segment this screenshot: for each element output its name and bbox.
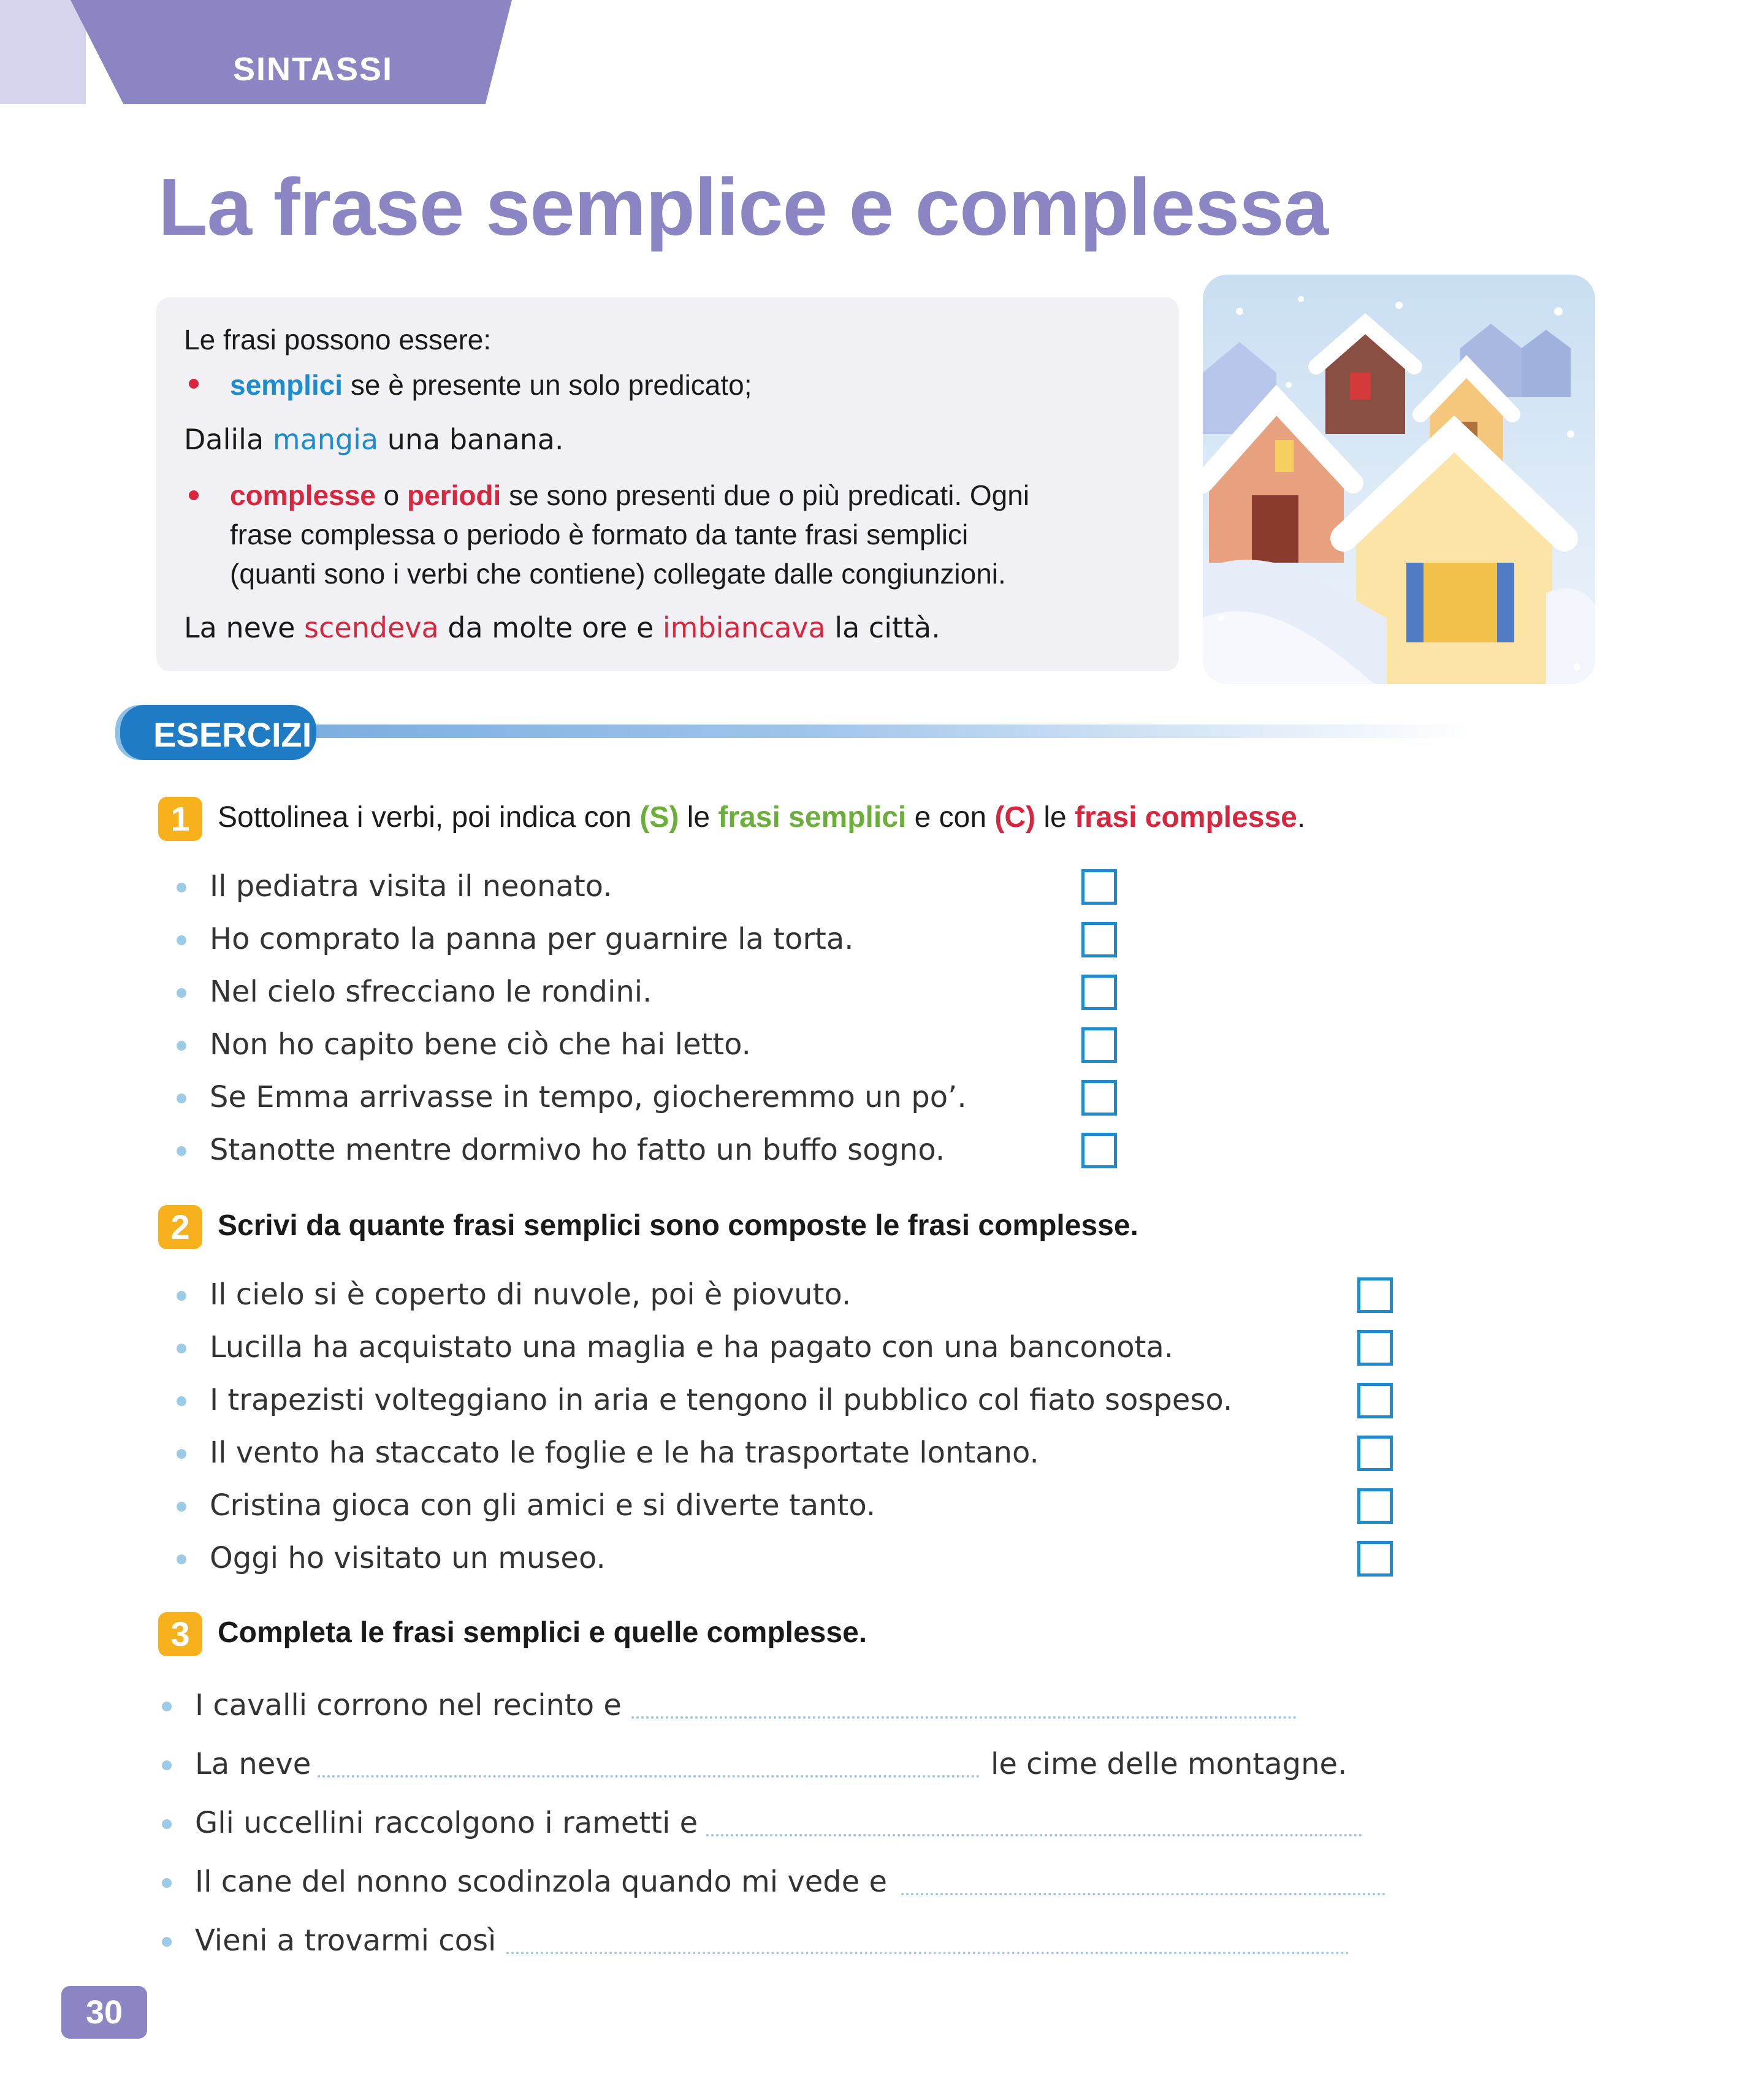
bullet: [162, 1760, 172, 1770]
instruction-text: e con: [906, 801, 995, 834]
example-verb: imbiancava: [662, 611, 826, 644]
answer-box[interactable]: [1357, 1488, 1393, 1524]
answer-box[interactable]: [1081, 1080, 1117, 1116]
example-text: da molte ore e: [438, 611, 663, 644]
bullet: [177, 935, 186, 945]
exercise-number-2: 2: [158, 1205, 202, 1249]
exercise-1-item: Ho comprato la panna per guarnire la torta.: [210, 922, 854, 956]
exercise-number-3: 3: [158, 1612, 202, 1656]
instruction-text: .: [1297, 801, 1306, 834]
bullet: [177, 1344, 186, 1353]
exercise-3-item-after: le cime delle montagne.: [991, 1747, 1347, 1781]
answer-box[interactable]: [1081, 1027, 1117, 1063]
bullet: [162, 1878, 172, 1888]
fill-in-line[interactable]: [706, 1834, 1362, 1836]
snowy-village-illustration: [1203, 275, 1595, 684]
exercise-2-item: Cristina gioca con gli amici e si diverte tanto.: [210, 1488, 876, 1523]
answer-box[interactable]: [1357, 1383, 1393, 1418]
header-tab-accent: [0, 0, 86, 104]
exercise-2-instruction: Scrivi da quante frasi semplici sono composte le frasi complesse.: [218, 1209, 1138, 1242]
fill-in-line[interactable]: [318, 1775, 980, 1778]
theory-text: o: [375, 479, 407, 511]
theory-simple-rest: se è presente un solo predicato;: [343, 369, 752, 401]
term-semplici: semplici: [230, 369, 343, 401]
example-text: la città.: [825, 611, 940, 644]
exercise-1-item: Se Emma arrivasse in tempo, giocheremmo un po’.: [210, 1080, 967, 1114]
bullet: [177, 988, 186, 998]
theory-intro: Le frasi possono essere:: [184, 324, 492, 356]
fill-in-line[interactable]: [631, 1716, 1297, 1719]
bullet: [177, 1449, 186, 1459]
answer-box[interactable]: [1357, 1541, 1393, 1577]
exercise-1-item: Nel cielo sfrecciano le rondini.: [210, 975, 652, 1009]
example-verb: mangia: [272, 423, 379, 456]
exercise-3-instruction: Completa le frasi semplici e quelle complesse.: [218, 1616, 867, 1649]
exercise-3-item: Gli uccellini raccolgono i rametti e: [195, 1806, 698, 1840]
simple-example: [184, 423, 564, 456]
page-number: 30: [61, 1986, 147, 2039]
bullet: [162, 1937, 172, 1947]
exercise-1-instruction: [218, 801, 1305, 834]
example-text: una banana.: [378, 423, 564, 456]
exercise-1-item: Non ho capito bene ciò che hai letto.: [210, 1027, 751, 1062]
exercise-number-1: 1: [158, 797, 202, 841]
label-s: (S): [639, 801, 679, 834]
instruction-text: le: [679, 801, 718, 834]
bullet: [177, 1041, 186, 1051]
label-c: (C): [994, 801, 1035, 834]
bullet: [177, 1146, 186, 1156]
exercise-2-item: Lucilla ha acquistato una maglia e ha pagato con una banconota.: [210, 1330, 1174, 1364]
instruction-text: le: [1035, 801, 1075, 834]
bullet: [177, 1291, 186, 1301]
exercise-3-item: I cavalli corrono nel recinto e: [195, 1688, 622, 1722]
section-label: SINTASSI: [233, 51, 394, 88]
exercise-3-item: Vieni a trovarmi così: [195, 1923, 497, 1958]
bullet: [189, 490, 199, 500]
instruction-text: Sottolinea i verbi, poi indica con: [218, 801, 640, 834]
bullet: [162, 1819, 172, 1829]
answer-box[interactable]: [1357, 1277, 1393, 1313]
bullet: [189, 379, 199, 389]
bullet: [177, 1554, 186, 1564]
complex-example: [184, 611, 940, 644]
bullet: [177, 1502, 186, 1512]
bullet: [177, 1094, 186, 1103]
answer-box[interactable]: [1081, 975, 1117, 1010]
exercise-2-item: Il vento ha staccato le foglie e le ha trasportate lontano.: [210, 1436, 1039, 1470]
bullet: [177, 1396, 186, 1406]
theory-simple: [230, 365, 752, 405]
exercises-label: ESERCIZI: [153, 715, 312, 754]
answer-box[interactable]: [1081, 869, 1117, 905]
label-frasi-semplici: frasi semplici: [718, 801, 907, 834]
example-verb: scendeva: [304, 611, 439, 644]
label-frasi-complesse: frasi complesse: [1075, 801, 1297, 834]
example-text: La neve: [184, 611, 305, 644]
bullet: [162, 1702, 172, 1711]
exercise-1-item: Il pediatra visita il neonato.: [210, 869, 612, 904]
page-title: La frase semplice e complessa: [158, 162, 1328, 252]
exercises-divider: [135, 725, 1471, 738]
answer-box[interactable]: [1081, 1133, 1117, 1168]
answer-box[interactable]: [1357, 1436, 1393, 1471]
fill-in-line[interactable]: [506, 1952, 1349, 1954]
exercise-3-item: La neve: [195, 1747, 311, 1781]
example-text: Dalila: [184, 423, 273, 456]
exercise-2-item: I trapezisti volteggiano in aria e tengono il pubblico col fiato sospeso.: [210, 1383, 1233, 1417]
exercise-1-item: Stanotte mentre dormivo ho fatto un buffo sogno.: [210, 1133, 945, 1167]
answer-box[interactable]: [1357, 1330, 1393, 1366]
bullet: [177, 883, 186, 892]
theory-text: se sono presenti due o più predicati. Ogni: [501, 479, 1030, 511]
theory-complex-line2: frase complessa o periodo è formato da tante frasi semplici: [230, 519, 969, 550]
exercise-2-item: Oggi ho visitato un museo.: [210, 1541, 606, 1575]
theory-complex-line1: [230, 476, 1029, 515]
exercise-3-item: Il cane del nonno scodinzola quando mi vede e: [195, 1865, 888, 1899]
exercise-2-item: Il cielo si è coperto di nuvole, poi è piovuto.: [210, 1277, 852, 1312]
term-periodi: periodi: [406, 479, 501, 511]
fill-in-line[interactable]: [901, 1893, 1385, 1895]
term-complesse: complesse: [230, 479, 376, 511]
answer-box[interactable]: [1081, 922, 1117, 957]
theory-complex-line3: (quanti sono i verbi che contiene) collegate dalle congiunzioni.: [230, 558, 1006, 590]
